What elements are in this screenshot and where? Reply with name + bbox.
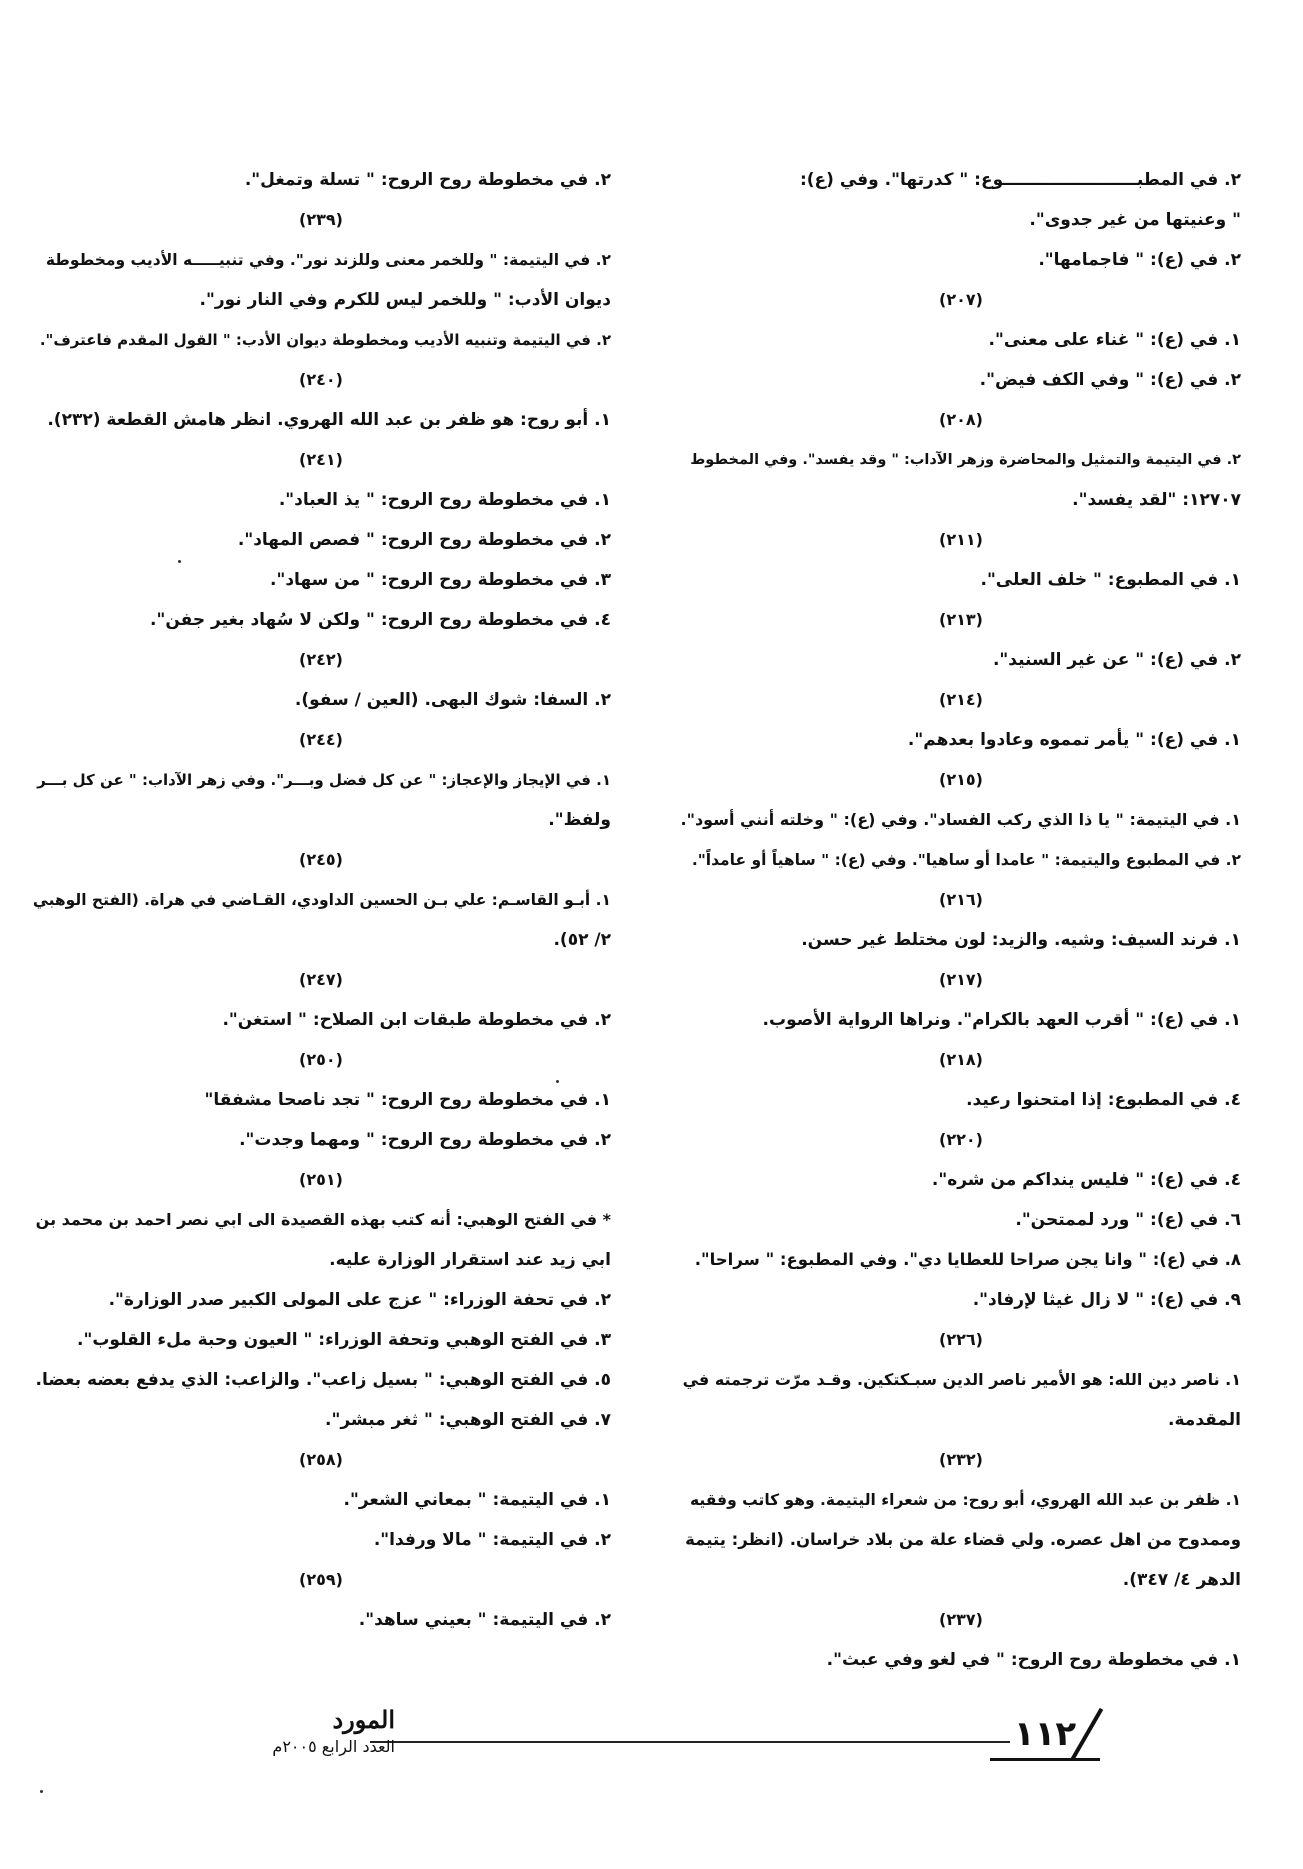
- note-line: ٢. في اليتيمة: " مالا ورفدا".: [373, 1530, 611, 1550]
- note-line: ١. في الإيجاز والإعجاز: " عن كل فضل وبـــر". وفي زهر الآداب: " عن كل بـــر: [37, 771, 611, 789]
- note-line: ٢. في مخطوطة روح الروح: " ومهما وجدت".: [239, 1130, 611, 1150]
- note-line: ٢. في (ع): " عن غير السنيد".: [992, 650, 1241, 670]
- note-line: ٢. في المطبوع واليتيمة: " عامدا أو ساهيا". وفي (ع): " ساهياً أو عامداً".: [691, 851, 1241, 869]
- note-line: ١. فرند السيف: وشيه. والزيد: لون مختلط غير حسن.: [801, 930, 1241, 950]
- note-section-number: (٢١٣): [939, 610, 983, 629]
- left-notes-column: [31, 160, 611, 1640]
- note-line: ١. في (ع): " يأمر تمموه وعادوا بعدهم".: [907, 730, 1241, 750]
- note-line: ٢. في اليتيمة والتمثيل والمحاضرة وزهر الآداب: " وقد يفسد". وفي المخطوط: [690, 452, 1241, 468]
- note-line: ٢. في اليتيمة: " وللخمر معنى وللزند نور". وفي تنبيـــــه الأديب ومخطوطة: [45, 251, 611, 269]
- journal-title: المورد: [332, 1705, 395, 1734]
- note-line: ١. في (ع): " أقرب العهد بالكرام". ونراها الرواية الأصوب.: [762, 1010, 1241, 1030]
- note-line: ٧. في الفتح الوهبي: " ثغر مبشر".: [325, 1410, 611, 1430]
- page-number: ١١٢: [990, 1710, 1100, 1761]
- note-section-number: (٢٢٦): [939, 1330, 983, 1349]
- note-section-number: (٢٤٧): [299, 970, 343, 989]
- scan-speck: [556, 1080, 559, 1083]
- note-line: * في الفتح الوهبي: أنه كتب بهذه القصيدة الى ابي نصر احمد بن محمد بن: [35, 1210, 611, 1229]
- note-section-number: (٢٤١): [299, 450, 343, 469]
- note-line: " وعنيتها من غير جدوى".: [1029, 210, 1241, 230]
- note-section-number: (٢٣٩): [299, 210, 343, 229]
- note-line: ٢. في مخطوطة روح الروح: " تسلة وتمغل".: [244, 170, 611, 190]
- note-line: ٤. في مخطوطة روح الروح: " ولكن لا سُهاد بغير جفن".: [150, 610, 611, 630]
- note-section-number: (٢١٥): [939, 770, 983, 789]
- note-line: ١. في اليتيمة: " بمعاني الشعر".: [343, 1490, 611, 1510]
- note-line: ١. في مخطوطة روح الروح: " في لغو وفي عبث".: [826, 1650, 1241, 1670]
- note-section-number: (٢٥١): [299, 1170, 343, 1189]
- note-line: ٤. في (ع): " فليس ينداكم من شره".: [931, 1170, 1241, 1190]
- note-line: ٢/ ٥٢).: [553, 930, 611, 950]
- note-section-number: (٢٥٠): [299, 1050, 343, 1069]
- note-line: ١٢٧٠٧: "لقد يفسد".: [1072, 490, 1241, 510]
- note-line: ٦. في (ع): " ورد لممتحن".: [1015, 1210, 1241, 1230]
- note-line: ١. ظفر بن عبد الله الهروي، أبو روح: من شعراء اليتيمة. وهو كاتب وفقيه: [690, 1491, 1241, 1509]
- note-section-number: (٢٥٨): [299, 1450, 343, 1469]
- note-section-number: (٢١٧): [939, 970, 983, 989]
- note-line: وممدوح من اهل عصره. ولي قضاء علة من بلاد خراسان. (انظر: يتيمة: [685, 1530, 1241, 1549]
- note-line: ٨. في (ع): " وانا يجن صراحا للعطايا دي". وفي المطبوع: " سراحا".: [694, 1250, 1241, 1269]
- journal-issue: العدد الرابع ٢٠٠٥م: [272, 1737, 395, 1756]
- note-section-number: (٢٣٧): [939, 1610, 983, 1629]
- note-line: ٢. في اليتيمة: " بعيني ساهد".: [358, 1610, 611, 1630]
- note-line: ٣. في الفتح الوهبي وتحفة الوزراء: " العيون وحبة ملء القلوب".: [77, 1330, 611, 1350]
- note-line: ٢. في مخطوطة طبقات ابن الصلاح: " استغن".: [222, 1010, 611, 1030]
- note-line: ٩. في (ع): " لا زال غيثا لإرفاد".: [972, 1290, 1241, 1310]
- note-line: ١. في (ع): " غناء على معنى".: [988, 330, 1241, 350]
- note-line: ٢. في مخطوطة روح الروح: " فصص المهاد".: [237, 530, 611, 550]
- note-line: ١. أبو روح: هو ظفر بن عبد الله الهروي. انظر هامش القطعة (٢٣٢).: [47, 410, 611, 430]
- note-line: ١. في اليتيمة: " يا ذا الذي ركب الفساد". وفي (ع): " وخلته أنني أسود".: [680, 810, 1241, 829]
- note-line: ٢. السفا: شوك البهى. (العين / سفو).: [294, 690, 611, 710]
- note-section-number: (٢١١): [939, 530, 983, 549]
- note-line: ولفظ".: [548, 810, 611, 830]
- note-section-number: (٢١٦): [939, 890, 983, 909]
- note-line: الدهر ٤/ ٣٤٧).: [1122, 1570, 1241, 1590]
- note-line: ١. في المطبوع: " خلف العلى".: [980, 570, 1241, 590]
- note-section-number: (٢٢٠): [939, 1130, 983, 1149]
- footer-divider: [370, 1741, 1010, 1743]
- note-line: ٣. في مخطوطة روح الروح: " من سهاد".: [270, 570, 611, 590]
- note-section-number: (٢٠٨): [939, 410, 983, 429]
- note-line: ٤. في المطبوع: إذا امتحنوا رعيد.: [966, 1090, 1241, 1110]
- note-line: ابي زيد عند استقرار الوزارة عليه.: [329, 1250, 611, 1270]
- note-line: ٢. في المطبـــــــــــــــــــــــوع: " كدرتها". وفي (ع):: [799, 170, 1241, 190]
- note-section-number: (٢١٨): [939, 1050, 983, 1069]
- scan-speck: [178, 560, 181, 563]
- note-line: ٢. في تحفة الوزراء: " عزج على المولى الكبير صدر الوزارة".: [108, 1290, 611, 1310]
- note-line: ١. ناصر دين الله: هو الأمير ناصر الدين سبـكتكين. وقـد مرّت ترجمته في: [682, 1370, 1241, 1389]
- journal-brand: [185, 1706, 395, 1760]
- note-section-number: (٢٥٩): [299, 1570, 343, 1589]
- note-line: ١. في مخطوطة روح الروح: " تجد ناصحا مشفقا": [204, 1090, 611, 1110]
- note-line: ١. في مخطوطة روح الروح: " يذ العباد".: [278, 490, 611, 510]
- note-section-number: (٢٣٢): [939, 1450, 983, 1469]
- note-line: ٢. في (ع): " فاجمامها".: [1038, 250, 1241, 270]
- note-line: ٥. في الفتح الوهبي: " بسيل زاعب". والزاعب: الذي يدفع بعضه بعضا.: [35, 1370, 611, 1390]
- note-line: ١. أبـو القاسـم: علي بـن الحسين الداودي، القـاضي في هراة. (الفتح الوهبي: [32, 891, 611, 909]
- note-line: ٢. في اليتيمة وتنبيه الأديب ومخطوطة ديوان الأدب: " القول المقدم فاعترف".: [39, 331, 611, 349]
- note-section-number: (٢٠٧): [939, 290, 983, 309]
- note-line: ديوان الأدب: " وللخمر ليس للكرم وفي النار نور".: [199, 290, 611, 310]
- note-line: المقدمة.: [1168, 1410, 1241, 1430]
- right-notes-column: [681, 160, 1241, 1680]
- note-section-number: (٢٤٢): [299, 650, 343, 669]
- note-section-number: (٢١٤): [939, 690, 983, 709]
- note-line: ٢. في (ع): " وفي الكف فيض".: [979, 370, 1241, 390]
- note-section-number: (٢٤٤): [299, 730, 343, 749]
- note-section-number: (٢٤٠): [299, 370, 343, 389]
- note-section-number: (٢٤٥): [299, 850, 343, 869]
- scan-speck: [40, 1790, 43, 1793]
